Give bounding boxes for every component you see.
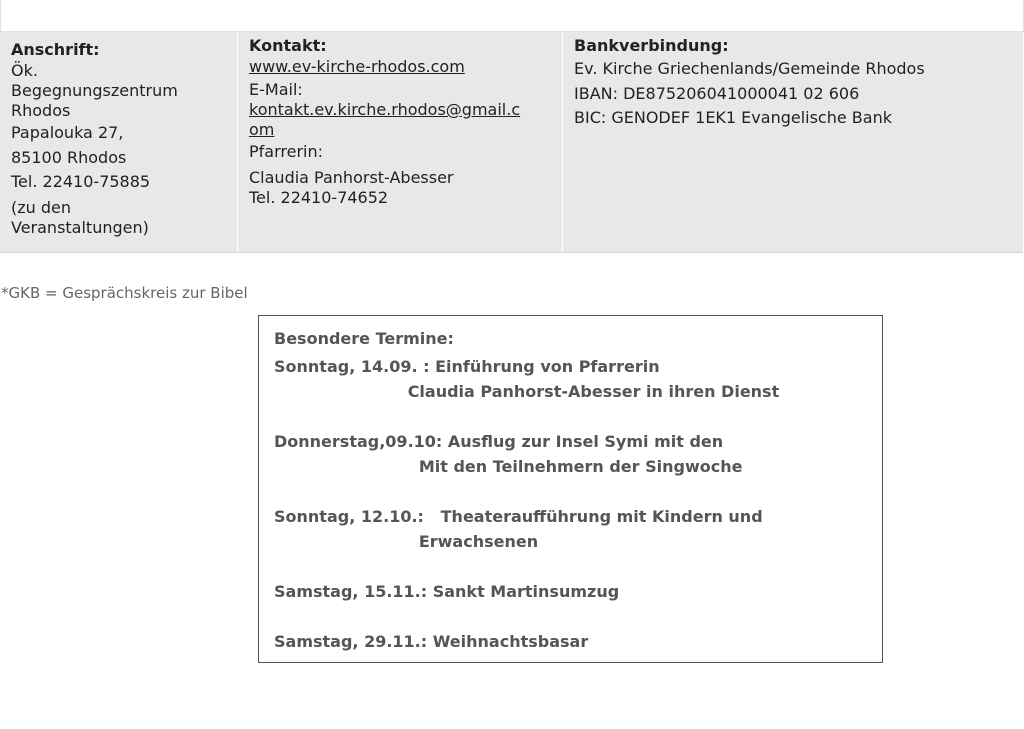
events-title: Besondere Termine:: [274, 329, 454, 348]
website-link-text[interactable]: www.ev-kirche-rhodos.com: [249, 57, 465, 76]
event-item: [274, 504, 882, 554]
bank-bic: BIC: GENODEF 1EK1 Evangelische Bank: [574, 108, 892, 127]
event-item: [274, 354, 882, 404]
email-label: E-Mail:: [249, 80, 303, 99]
address-note: (zu den: [11, 197, 72, 217]
address-heading: Anschrift:: [11, 40, 100, 59]
bank-iban: IBAN: DE875206041000041 02 606: [574, 83, 860, 103]
address-line: 85100 Rhodos: [11, 147, 127, 167]
top-table-row: [0, 0, 1024, 32]
footnote-gkb: *GKB = Gesprächskreis zur Bibel: [1, 284, 248, 302]
contact-heading: Kontakt:: [249, 36, 327, 55]
event-continuation: Mit den Teilnehmern der Singwoche: [274, 457, 743, 476]
special-events-box: [258, 315, 883, 663]
contact-column: [238, 32, 563, 252]
event-item: [274, 579, 882, 604]
pastor-name: Claudia Panhorst-Abesser: [249, 167, 454, 187]
address-line: Papalouka 27,: [11, 123, 124, 142]
address-column: [0, 32, 238, 252]
email-link-part2[interactable]: om: [249, 120, 275, 139]
contact-info-table: [0, 32, 1023, 253]
event-line: Sonntag, 12.10.: Theateraufführung mit Kindern und: [274, 507, 763, 526]
event-continuation: Erwachsenen: [274, 532, 539, 551]
bank-heading: Bankverbindung:: [574, 36, 729, 55]
event-line: Samstag, 29.11.: Weihnachtsbasar: [274, 632, 589, 651]
bank-column: [563, 32, 1023, 252]
address-note: Veranstaltungen): [11, 217, 149, 237]
address-line: Ök.: [11, 61, 38, 80]
email-link-part1[interactable]: kontakt.ev.kirche.rhodos@gmail.c: [249, 100, 521, 119]
event-item: [274, 429, 882, 479]
address-line: Rhodos: [11, 101, 71, 120]
event-continuation: Claudia Panhorst-Abesser in ihren Dienst: [274, 382, 780, 401]
address-line: Begegnungszentrum: [11, 81, 178, 100]
pastor-phone: Tel. 22410-74652: [249, 187, 389, 207]
pastor-label: Pfarrerin:: [249, 142, 324, 161]
website-link[interactable]: [249, 57, 553, 77]
event-line: Sonntag, 14.09. : Einführung von Pfarrerin: [274, 357, 660, 376]
event-line: Donnerstag,09.10: Ausflug zur Insel Symi mit den: [274, 432, 724, 451]
event-line: Samstag, 15.11.: Sankt Martinsumzug: [274, 582, 620, 601]
event-item: [274, 629, 882, 654]
bank-holder: Ev. Kirche Griechenlands/Gemeinde Rhodos: [574, 59, 925, 78]
email-link[interactable]: [249, 100, 553, 140]
address-phone: Tel. 22410-75885: [11, 172, 151, 191]
